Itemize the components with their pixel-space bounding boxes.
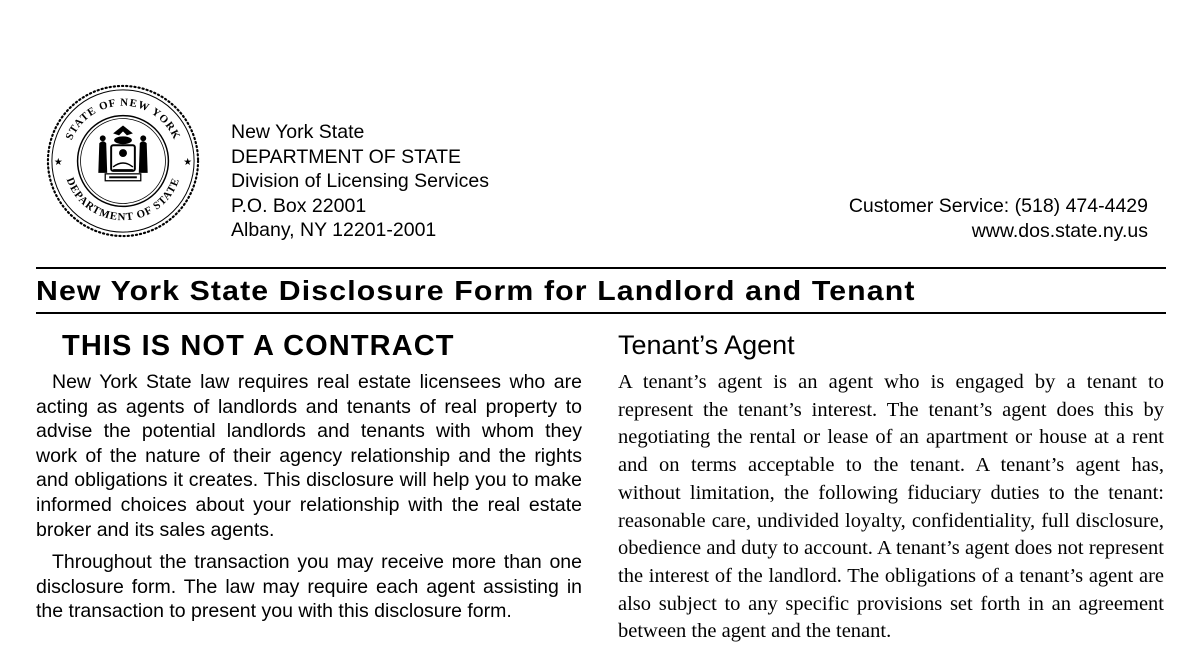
paragraph: A tenant’s agent is an agent who is engaged by a tenant to represent the tenant’s interest. The tenant’s agent does this by negotiating the rental or lease of an apartment or house at a rent and on terms acceptable to the tenant. A tenant’s agent has, without limitation, the following fiduciary duties to the tenant: reasonable care, undivided loyalty, confidentiality, full disclosure, obedience and duty to account. A tenant’s agent does not represent the interest of the landlord. The obligations of a tenant’s agent are also subject to any specific provisions set forth in an agreement between the agent and the tenant. bbox=[618, 371, 1164, 643]
contact-block bbox=[849, 194, 1148, 243]
paragraph: New York State law requires real estate licensees who are acting as agents of landlords and tenants of real property to advise the potential landlords and tenants with whom they work of the nature of their agency relationship and the rights and obligations it creates. This disclosure will help you to make informed choices about your relationship with the real estate broker and its sales agents. bbox=[36, 371, 582, 541]
left-column-body bbox=[36, 370, 582, 632]
svg-text:DEPARTMENT OF STATE bbox=[64, 176, 183, 223]
customer-service-phone: Customer Service: (518) 474-4429 bbox=[848, 195, 1148, 217]
tenants-agent-heading: Tenant’s Agent bbox=[618, 330, 795, 360]
title-divider bbox=[36, 312, 1166, 314]
coat-of-arms-icon bbox=[98, 125, 147, 180]
website-url: www.dos.state.ny.us bbox=[971, 219, 1148, 242]
form-title: New York State Disclosure Form for Landlord and Tenant bbox=[36, 275, 916, 306]
nys-department-of-state-seal bbox=[44, 82, 202, 240]
paragraph: Throughout the transaction you may receive more than one disclosure form. The law may require each agent assisting in the transaction to present you with this disclosure form. bbox=[36, 551, 582, 623]
svg-text:★: ★ bbox=[183, 156, 193, 168]
seal-top-text: STATE OF NEW YORK bbox=[63, 96, 183, 142]
address-line: Albany, NY 12201-2001 bbox=[231, 219, 437, 242]
svg-text:★: ★ bbox=[53, 156, 63, 168]
agency-address-block bbox=[231, 120, 489, 243]
top-divider bbox=[36, 267, 1166, 269]
seal-bottom-text: DEPARTMENT OF STATE bbox=[63, 175, 183, 224]
right-column-body bbox=[618, 369, 1164, 646]
address-line: P.O. Box 22001 bbox=[231, 194, 367, 217]
address-line: Division of Licensing Services bbox=[231, 170, 489, 193]
address-line: DEPARTMENT OF STATE bbox=[231, 145, 462, 168]
not-a-contract-notice: THIS IS NOT A CONTRACT bbox=[62, 330, 455, 362]
address-line: New York State bbox=[231, 121, 365, 143]
